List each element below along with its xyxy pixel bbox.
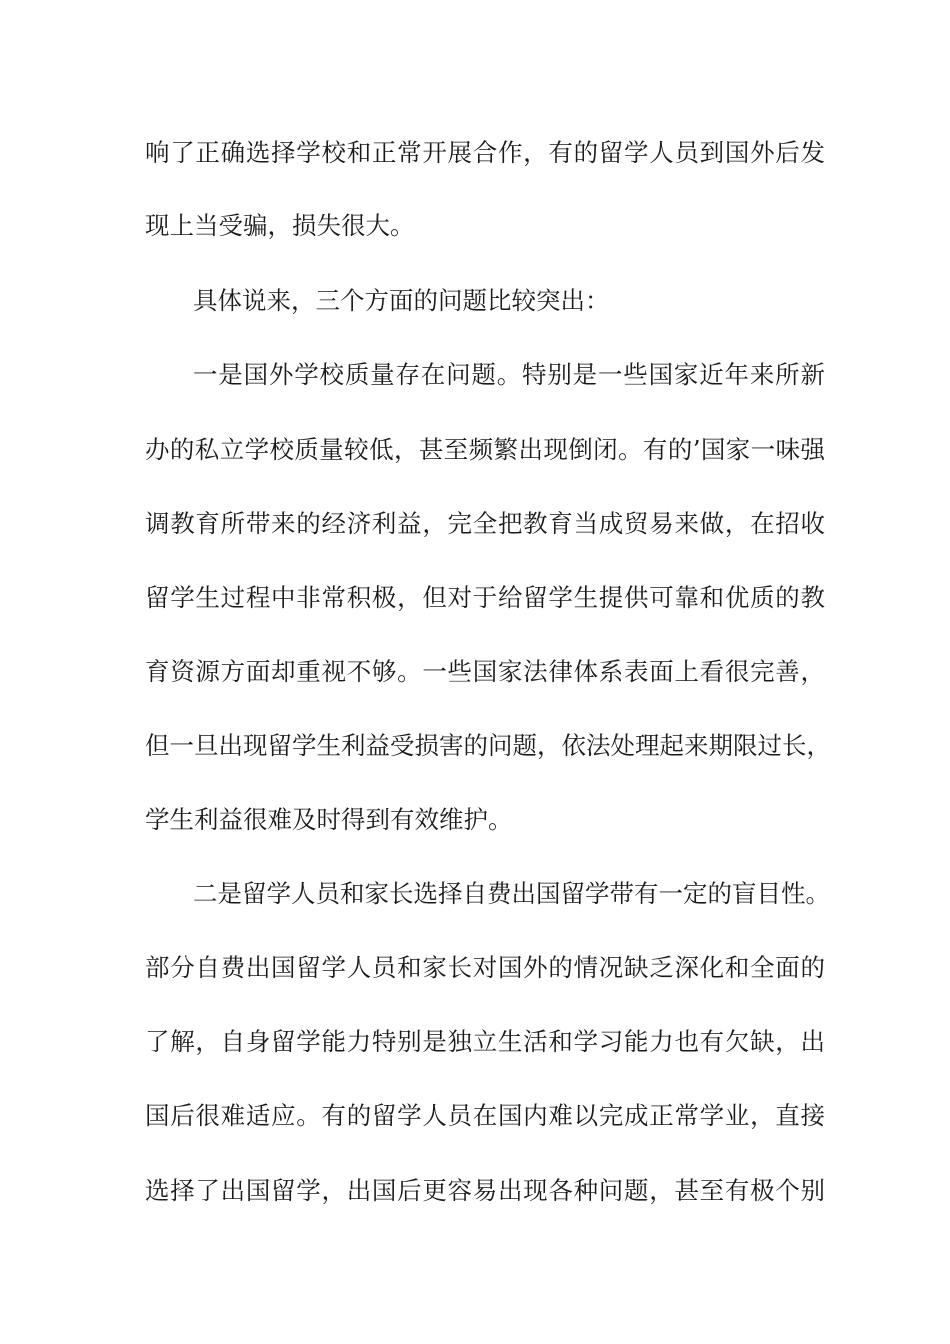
text-line: 办的私立学校质量较低，甚至频繁出现倒闭。有的’国家一味强 [145, 435, 825, 464]
text-line: 学生利益很难及时得到有效维护。 [145, 805, 513, 834]
text-line: 部分自费出国留学人员和家长对国外的情况缺乏深化和全面的 [145, 953, 825, 982]
text-line: 国后很难适应。有的留学人员在国内难以完成正常学业，直接 [145, 1101, 825, 1130]
text-line: 响了正确选择学校和正常开展合作，有的留学人员到国外后发 [145, 138, 825, 167]
text-line: 二是留学人员和家长选择自费出国留学带有一定的盲目性。 [193, 879, 830, 908]
text-line: 一是国外学校质量存在问题。特别是一些国家近年来所新 [193, 360, 825, 389]
text-line: 调教育所带来的经济利益，完全把教育当成贸易来做，在招收 [145, 509, 825, 538]
text-line: 现上当受骗，损失很大。 [145, 211, 415, 240]
text-line: 选择了出国留学，出国后更容易出现各种问题，甚至有极个别 [145, 1176, 825, 1205]
text-line: 了解，自身留学能力特别是独立生活和学习能力也有欠缺，出 [145, 1027, 825, 1056]
text-line: 但一旦出现留学生利益受损害的问题，依法处理起来期限过长， [145, 731, 831, 760]
text-line: 留学生过程中非常积极，但对于给留学生提供可靠和优质的教 [145, 583, 825, 612]
text-line: 具体说来，三个方面的问题比较突出： [193, 286, 610, 315]
text-line: 育资源方面却重视不够。一些国家法律体系表面上看很完善， [145, 657, 825, 686]
